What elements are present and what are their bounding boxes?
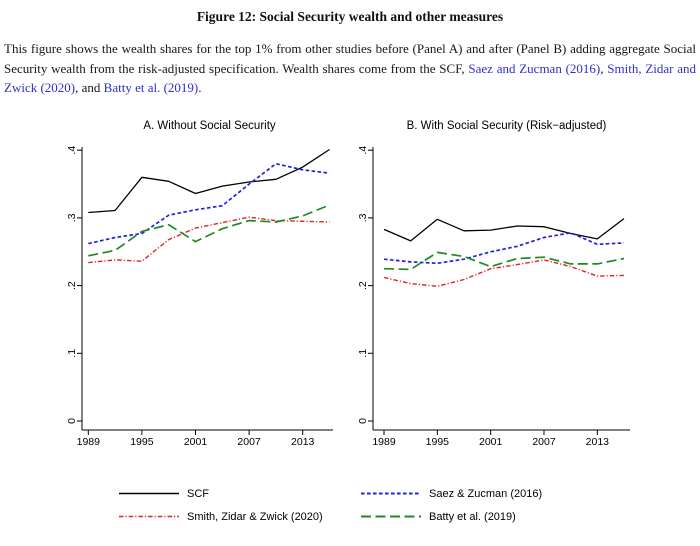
y-tick-label: .4 — [357, 145, 369, 155]
y-tick-label: .3 — [357, 213, 369, 223]
caption-text: . — [198, 80, 202, 95]
x-tick-label: 2007 — [532, 436, 556, 448]
series-line-saez-zucman — [88, 164, 329, 244]
y-tick-label: .4 — [66, 145, 78, 155]
figure-title: Figure 12: Social Security wealth and other measures — [196, 9, 504, 24]
y-tick-label: .1 — [357, 348, 369, 358]
y-tick-label: .1 — [66, 348, 78, 358]
caption-text: This figure shows the wealth shares for the top 1% from other studies before (Panel A) and after (Panel B) adding aggregate Social Security wealth from the risk-adjusted specification. Wealth shares come from the SCF, — [4, 41, 696, 76]
y-tick-label: .2 — [357, 281, 369, 290]
panel-a-title: A. Without Social Security — [143, 120, 276, 132]
legend-label-smith-zidar-zwick: Smith, Zidar & Zwick (2020) — [187, 510, 323, 523]
y-tick-label: 0 — [357, 418, 369, 424]
x-tick-label: 2013 — [291, 436, 315, 448]
x-tick-label: 2007 — [237, 436, 261, 448]
legend-item-batty — [361, 510, 516, 523]
legend-swatch-scf — [119, 488, 179, 499]
series-line-scf — [384, 219, 624, 241]
x-tick-label: 1989 — [372, 436, 396, 448]
legend-item-saez-zucman — [361, 487, 542, 500]
x-tick-label: 1995 — [425, 436, 450, 448]
y-tick-label: 0 — [66, 418, 78, 424]
panel-b-title: B. With Social Security (Risk−adjusted) — [406, 120, 607, 132]
series-line-smith-zidar-zwick — [88, 217, 329, 262]
series-line-batty — [88, 205, 329, 256]
legend-swatch-smith-zidar-zwick — [119, 511, 179, 522]
legend-label-scf: SCF — [187, 487, 209, 500]
x-tick-label: 2001 — [183, 436, 208, 448]
x-tick-label: 1989 — [76, 436, 100, 448]
x-tick-label: 2013 — [585, 436, 610, 448]
citation-link[interactable]: Saez and Zucman (2016) — [468, 60, 601, 76]
y-tick-label: .3 — [66, 213, 78, 223]
legend-item-smith-zidar-zwick — [119, 510, 323, 523]
citation-link[interactable]: Smith, Zidar and Zwick (2020) — [4, 60, 696, 95]
caption-text: , — [600, 60, 608, 76]
caption-text: , and — [75, 80, 104, 95]
x-tick-label: 1995 — [130, 436, 154, 448]
legend-label-batty: Batty et al. (2019) — [429, 510, 516, 523]
legend-swatch-saez-zucman — [361, 488, 421, 499]
legend-label-saez-zucman: Saez & Zucman (2016) — [429, 487, 543, 500]
series-line-scf — [88, 150, 329, 213]
x-tick-label: 2001 — [478, 436, 503, 448]
y-tick-label: .2 — [66, 281, 78, 290]
legend-swatch-batty — [361, 511, 421, 522]
citation-link[interactable]: Batty et al. (2019) — [103, 80, 199, 95]
legend-item-scf — [119, 487, 209, 500]
